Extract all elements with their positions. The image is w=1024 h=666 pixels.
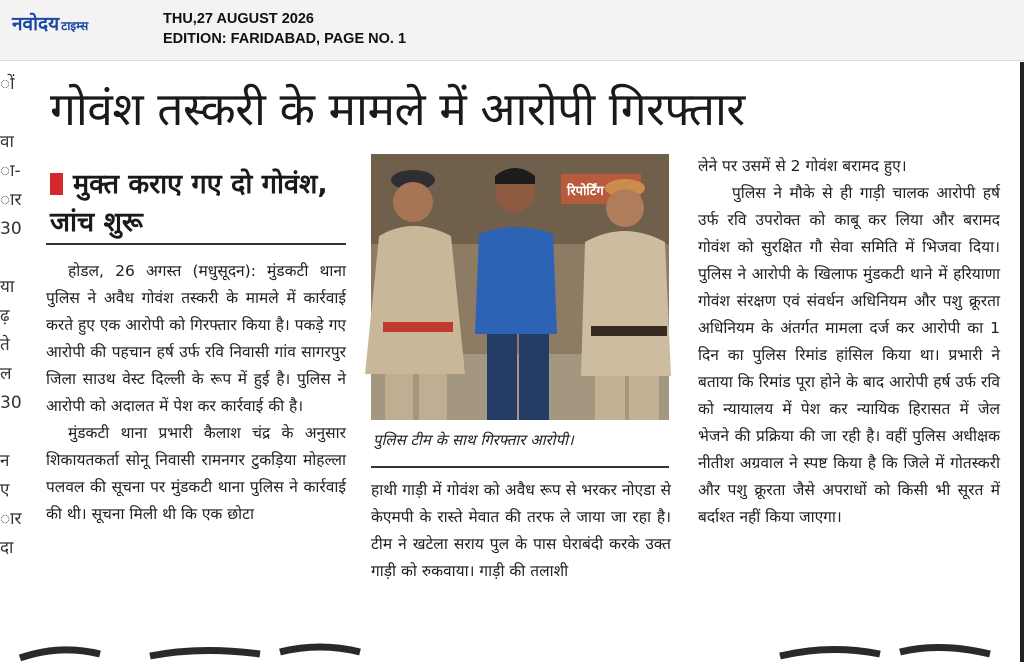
fragment-line: ल — [0, 364, 12, 384]
fragment-line: ा- — [0, 161, 21, 181]
article-column-3 — [698, 153, 1000, 531]
logo-small-text: टाइम्स — [61, 19, 89, 33]
article-subhead — [50, 166, 350, 242]
paragraph: हाथी गाड़ी में गोवंश को अवैध रूप से भरकर नोएडा से केएमपी के रास्ते मेवात की तरफ ले जाया जा रहा है। टीम ने खटेला सराय पुल के पास घेराबंदी करके उक्त गाड़ी को रुकवाया। गाड़ी की तलाशी — [371, 481, 671, 580]
fragment-line — [0, 416, 18, 445]
paragraph: मुंडकटी थाना प्रभारी कैलाश चंद्र के अनुसार शिकायतकर्ता सोनू निवासी रामनगर टुकड़िया मोहल्ला पलवल की सूचना पर मुंडकटी थाना पुलिस ने कार्रवाई की थी। सूचना मिली थी कि एक छोटा — [46, 424, 346, 523]
column-divider — [371, 466, 669, 468]
fragment-line: ों — [0, 74, 15, 94]
article-headline: गोवंश तस्करी के मामले में आरोपी गिरफ्तार — [50, 82, 745, 136]
fragment-line: 30 — [0, 393, 22, 413]
news-photo[interactable] — [371, 154, 669, 420]
fragment-line: ए — [0, 480, 10, 500]
next-article-fragment — [0, 640, 1020, 662]
fragment-line: ते — [0, 335, 10, 355]
paragraph: होडल, 26 अगस्त (मधुसूदन): मुंडकटी थाना पुलिस ने अवैध गोवंश तस्करी के मामले में कार्रवाई करते हुए एक आरोपी को गिरफ्तार किया है। पकड़े गए आरोपी की पहचान हर्ष उर्फ रवि निवासी गांव सागरपुर जिला साउथ वेस्ट दिल्ली के रूप में हुई है। पुलिस ने आरोपी को अदालत में पेश कर कार्रवाई की है। — [46, 262, 346, 415]
masthead-bar — [0, 0, 1024, 61]
page-border — [1020, 62, 1024, 662]
red-square-icon — [50, 173, 63, 195]
fragment-line: ार — [0, 190, 22, 210]
edition-page: EDITION: FARIDABAD, PAGE NO. 1 — [163, 31, 407, 47]
fragment-line: न — [0, 451, 10, 471]
paragraph: पुलिस ने मौके से ही गाड़ी चालक आरोपी हर्ष उर्फ रवि उपरोक्त को काबू कर लिया और बरामद गोवंश को सुरक्षित गौ सेवा समिति में भिजवा दिया। पुलिस ने आरोपी के खिलाफ मुंडकटी थाने में हरियाणा गोवंश संरक्षण एवं संवर्धन अधिनियम और पशु क्रूरता अधिनियम के अंतर्गत मामला दर्ज कर आरोपी का 1 दिन का पुलिस रिमांड हांसिल किया था। प्रभारी ने बताया कि रिमांड पूरा होने के बाद आरोपी हर्ष उर्फ रवि को न्यायालय में पेश कर न्यायिक हिरासत में जेल भेजने की प्रक्रिया की जा रही है। वहीं पुलिस अधीक्षक नीतीश अग्रवाल ने स्पष्ट किया है कि जिले में गोतस्करी और पशु क्रूरता जैसे अपराधों को किसी भी सूरत में बर्दाश्त नहीं किया जाएगा। — [698, 184, 1000, 526]
fragment-line: वा — [0, 132, 14, 152]
fragment-line: 30 — [0, 219, 22, 239]
edition-date: THU,27 AUGUST 2026 — [163, 11, 314, 27]
newspaper-logo[interactable] — [12, 10, 88, 36]
article-column-2 — [371, 477, 671, 585]
article-column-1 — [46, 258, 346, 528]
logo-main-text: नवोदय — [12, 13, 60, 35]
previous-article-fragment — [0, 68, 22, 561]
fragment-line — [0, 242, 18, 271]
subhead-text: मुक्त कराए गए दो गोवंश, जांच शुरू — [50, 169, 328, 238]
fragment-line: दा — [0, 538, 14, 558]
edition-info — [163, 9, 406, 49]
wall-sign: रिपोर्टिंग — [567, 184, 604, 199]
paragraph: लेने पर उसमें से 2 गोवंश बरामद हुए। — [698, 157, 907, 175]
column-divider — [46, 243, 346, 245]
fragment-line: ार — [0, 509, 22, 529]
fragment-line: ढ़ — [0, 306, 10, 326]
fragment-line — [0, 97, 18, 126]
police-team-photo — [371, 154, 669, 420]
photo-caption: पुलिस टीम के साथ गिरफ्तार आरोपी। — [373, 431, 574, 449]
fragment-line: या — [0, 277, 15, 297]
